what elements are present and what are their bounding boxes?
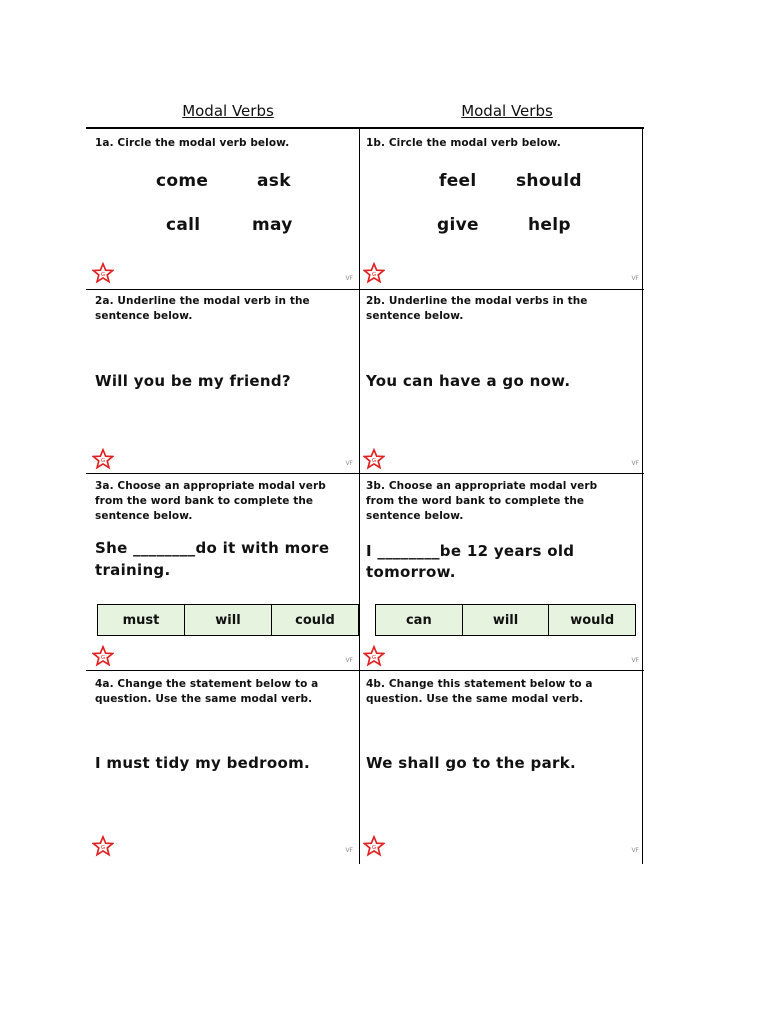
word-bank-option[interactable]: would	[570, 612, 615, 628]
star-icon	[92, 262, 114, 284]
word-option[interactable]: may	[252, 215, 293, 235]
instruction-4b-line2: question. Use the same modal verb.	[366, 693, 584, 705]
word-bank-option[interactable]: will	[463, 605, 550, 635]
question-3a	[86, 474, 359, 670]
instruction-3b-line2: from the word bank to complete the	[366, 495, 585, 507]
sentence-3b-line1: I ________be 12 years old	[366, 542, 575, 560]
word-option[interactable]: help	[528, 215, 571, 235]
question-2b	[360, 290, 642, 473]
word-option[interactable]: ask	[257, 171, 291, 191]
instruction-2a-line2: sentence below.	[95, 310, 193, 322]
instruction-4a-line1: 4a. Change the statement below to a	[95, 678, 319, 690]
star-label: G	[371, 844, 377, 851]
instruction-2a-line1: 2a. Underline the modal verb in the	[95, 295, 310, 307]
question-4a	[86, 671, 359, 864]
instruction-3b-line3: sentence below.	[366, 510, 464, 522]
star-label: G	[371, 271, 377, 278]
word-bank-3a	[97, 604, 359, 636]
corner-mark: VF	[345, 275, 353, 282]
right-column-title: Modal Verbs	[461, 102, 553, 120]
corner-mark: VF	[631, 657, 639, 664]
word-option[interactable]: call	[166, 215, 201, 235]
star-label: G	[371, 457, 377, 464]
instruction-2b-line2: sentence below.	[366, 310, 464, 322]
instruction-4a-line2: question. Use the same modal verb.	[95, 693, 313, 705]
instruction-3a-line2: from the word bank to complete the	[95, 495, 314, 507]
instruction-3a-line3: sentence below.	[95, 510, 193, 522]
sentence-2b: You can have a go now.	[366, 372, 571, 390]
star-label: G	[100, 654, 106, 661]
question-3b	[360, 474, 642, 670]
instruction-1b: 1b. Circle the modal verb below.	[366, 137, 561, 149]
word-bank-option[interactable]: could	[295, 612, 335, 628]
star-icon	[363, 262, 385, 284]
corner-mark: VF	[631, 847, 639, 854]
question-2a	[86, 290, 359, 473]
sentence-4b: We shall go to the park.	[366, 754, 576, 772]
question-1a	[86, 129, 359, 289]
right-border	[642, 129, 643, 864]
star-icon	[363, 448, 385, 470]
word-option[interactable]: should	[516, 171, 582, 191]
instruction-3a-line1: 3a. Choose an appropriate modal verb	[95, 480, 326, 492]
question-4b	[360, 671, 642, 864]
instruction-2b-line1: 2b. Underline the modal verbs in the	[366, 295, 588, 307]
star-icon	[92, 835, 114, 857]
word-bank-3b	[375, 604, 636, 636]
corner-mark: VF	[345, 657, 353, 664]
word-bank-option[interactable]: can	[376, 605, 463, 635]
word-option[interactable]: give	[437, 215, 479, 235]
instruction-3b-line1: 3b. Choose an appropriate modal verb	[366, 480, 598, 492]
word-option[interactable]: come	[156, 171, 209, 191]
sentence-3a-line2: training.	[95, 561, 171, 579]
star-icon	[92, 448, 114, 470]
word-bank-option[interactable]: must	[98, 605, 185, 635]
star-label: G	[100, 457, 106, 464]
instruction-4b-line1: 4b. Change this statement below to a	[366, 678, 593, 690]
left-column-title: Modal Verbs	[182, 102, 274, 120]
corner-mark: VF	[631, 275, 639, 282]
star-label: G	[100, 271, 106, 278]
star-label: G	[371, 654, 377, 661]
instruction-1a: 1a. Circle the modal verb below.	[95, 137, 290, 149]
word-option[interactable]: feel	[439, 171, 477, 191]
star-icon	[363, 835, 385, 857]
sentence-2a: Will you be my friend?	[95, 372, 291, 390]
corner-mark: VF	[631, 460, 639, 467]
sentence-3b-line2: tomorrow.	[366, 563, 456, 581]
star-icon	[92, 645, 114, 667]
corner-mark: VF	[345, 460, 353, 467]
sentence-4a: I must tidy my bedroom.	[95, 754, 310, 772]
worksheet-grid	[86, 127, 644, 864]
star-label: G	[100, 844, 106, 851]
corner-mark: VF	[345, 847, 353, 854]
question-1b	[360, 129, 642, 289]
word-bank-option[interactable]: will	[185, 605, 272, 635]
sentence-3a-line1: She ________do it with more	[95, 539, 330, 557]
star-icon	[363, 645, 385, 667]
